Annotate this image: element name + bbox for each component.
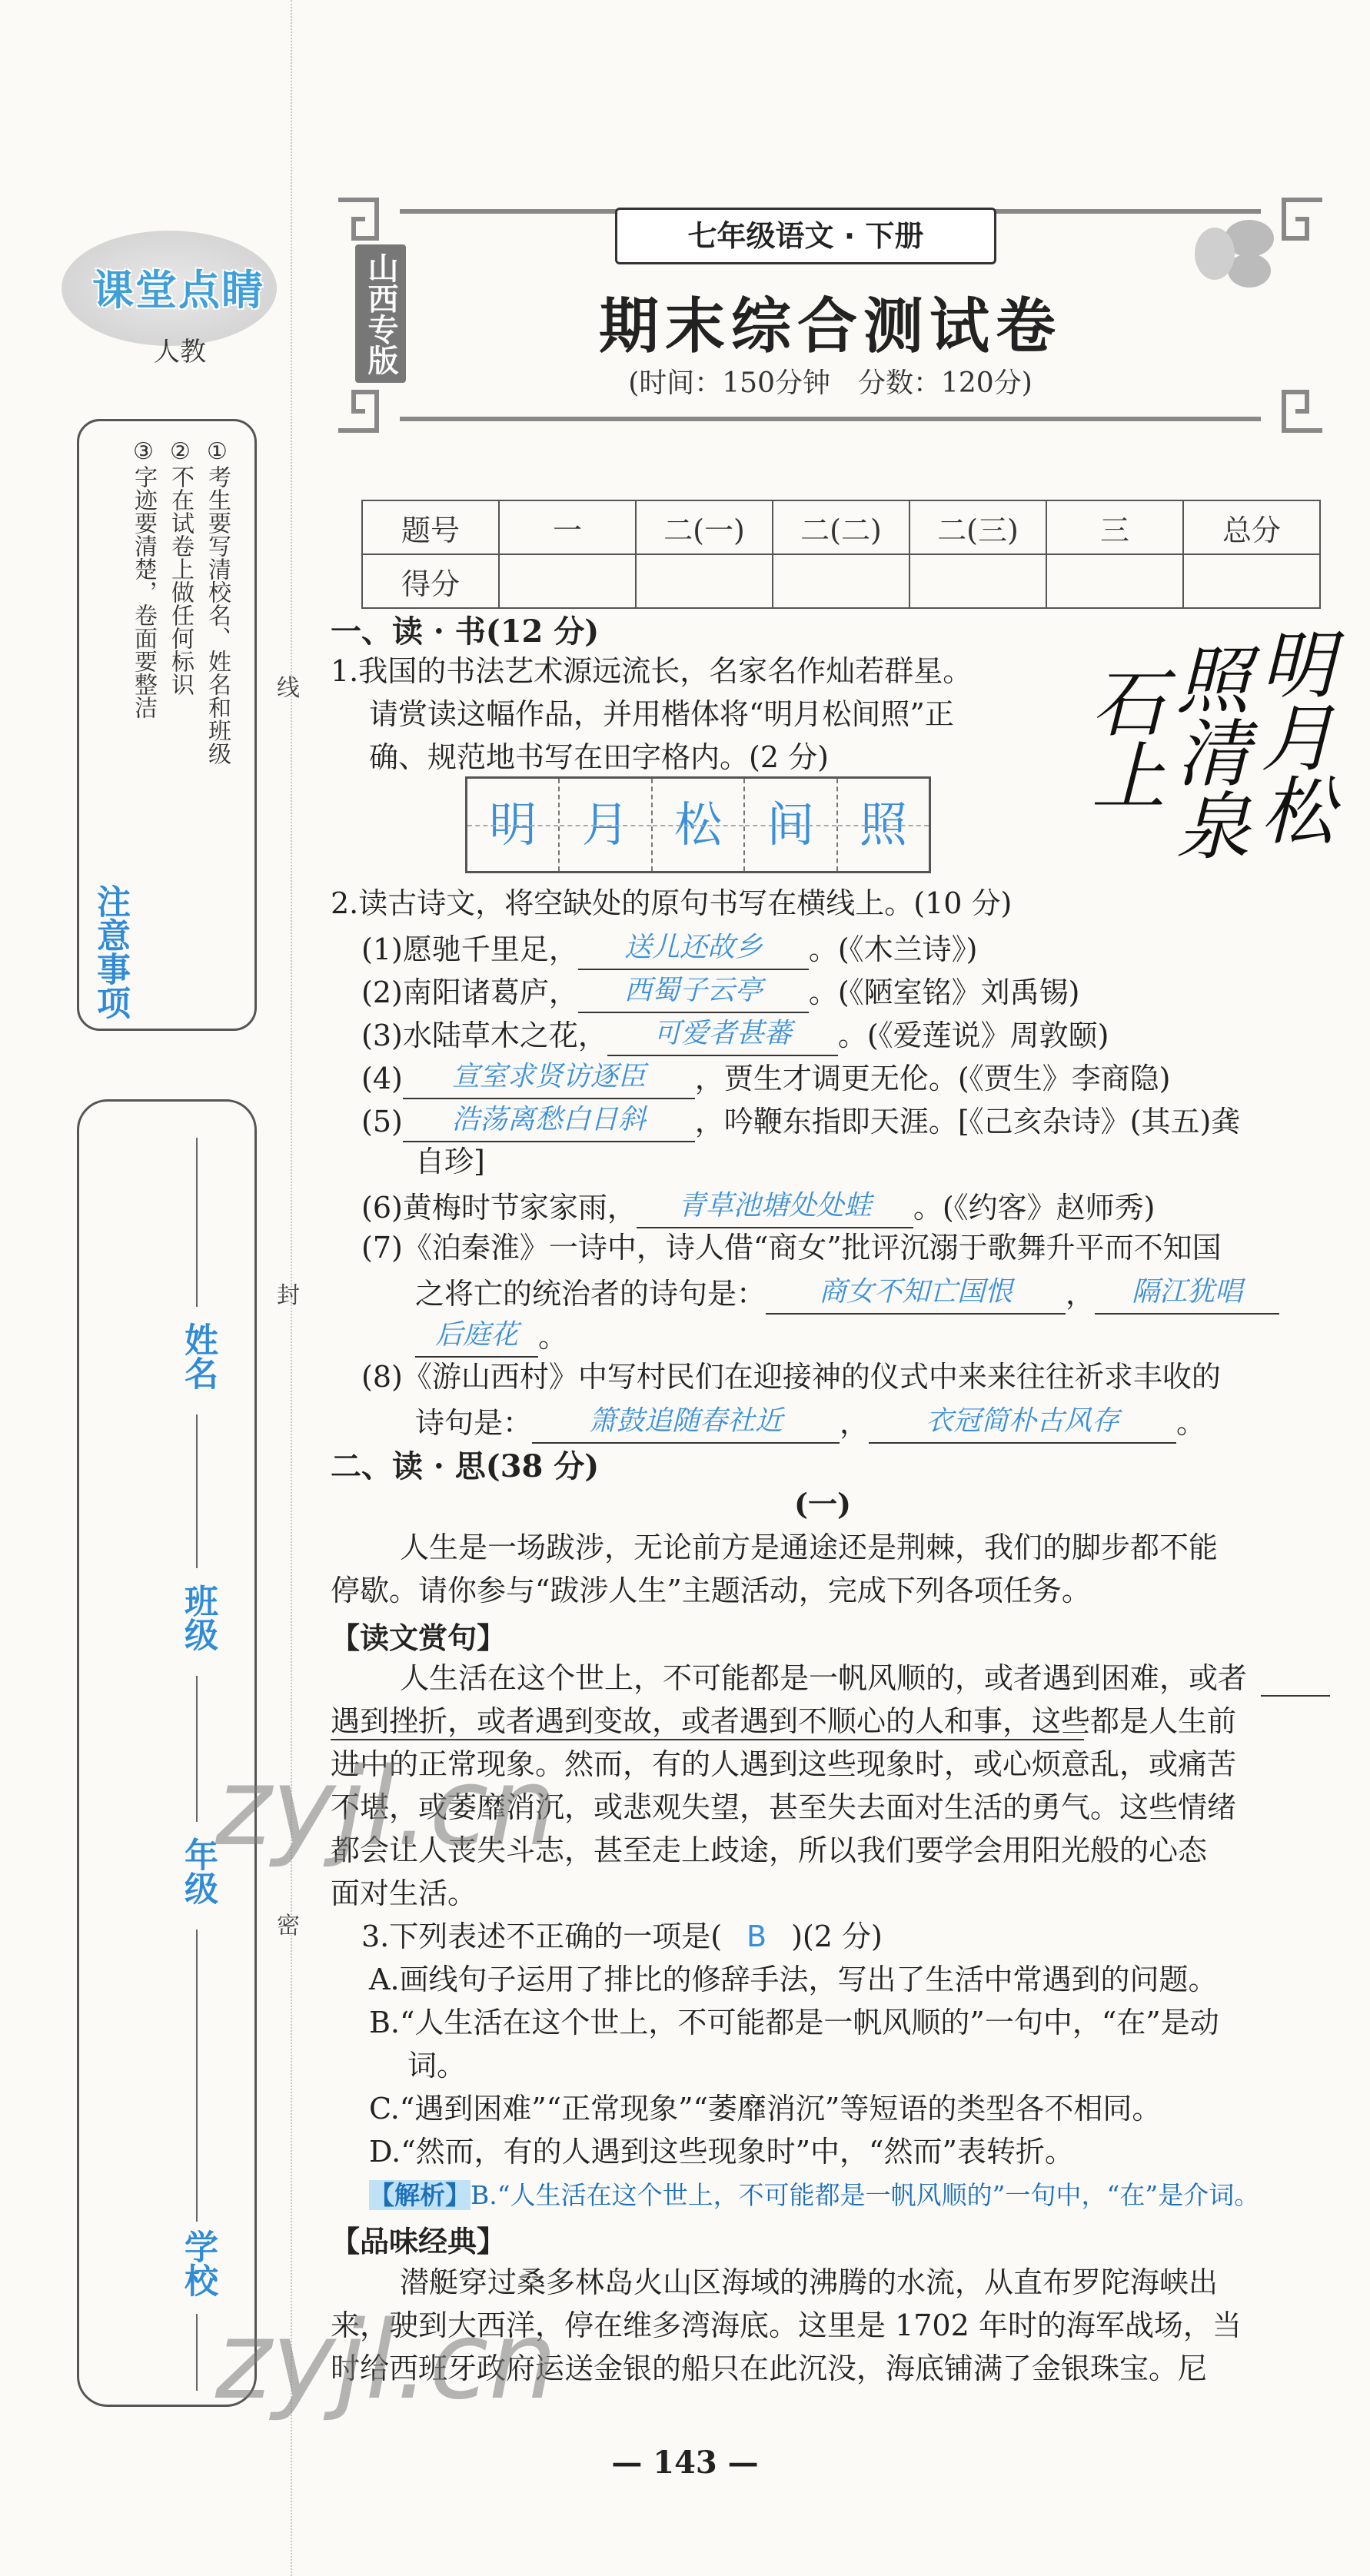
reading-label: 【读文赏句】 bbox=[331, 1620, 507, 1655]
notice-item-3: ③字迹要清楚，卷面要整洁 bbox=[130, 438, 157, 719]
class-label: 班级 bbox=[178, 1584, 218, 1651]
seal-mark-seal: 封 bbox=[277, 1282, 300, 1309]
calligraphy-char: 清 bbox=[1176, 711, 1250, 797]
underline-mark bbox=[331, 1739, 1084, 1740]
q2-item-7-line3: 后庭花 。 bbox=[415, 1313, 567, 1358]
q2-item-6: (6)黄梅时节家家雨， 青草池塘处处蛙 。(《约客》赵师秀) bbox=[361, 1184, 1155, 1228]
score-header-cell: 三 bbox=[1046, 500, 1183, 554]
q2-item-4: (4) 宣室求贤访逐臣 ，贾生才调更无伦。(《贾生》李商隐) bbox=[361, 1055, 1170, 1099]
underline-mark bbox=[1261, 1695, 1330, 1697]
passage-line: 人生活在这个世上，不可能都是一帆风顺的，或者遇到困难，或者 bbox=[400, 1661, 1248, 1695]
watermark: zyjl.cn bbox=[215, 2298, 557, 2424]
classic-line: 潜艇穿过桑多林岛火山区海域的沸腾的水流，从直布罗陀海峡出 bbox=[400, 2265, 1219, 2299]
q1-line3: 确、规范地书写在田字格内。(2 分) bbox=[369, 740, 829, 774]
name-line bbox=[196, 1138, 198, 1307]
exam-meta: (时间：150分钟 分数：120分) bbox=[628, 367, 1032, 399]
q2-item-7-line2: 之将亡的统治者的诗句是： 商女不知亡国恨 ， 隔江犹唱 bbox=[415, 1270, 1279, 1315]
brand-edition: 人教 bbox=[154, 337, 206, 367]
intro-line2: 停歇。请你参与“跋涉人生”主题活动，完成下列各项任务。 bbox=[331, 1574, 1091, 1607]
notice-item-2: ②不在试卷上做任何标识 bbox=[167, 438, 194, 696]
score-header-cell: 题号 bbox=[362, 500, 499, 554]
score-cell bbox=[909, 554, 1046, 608]
classic-label: 【品味经典】 bbox=[331, 2224, 507, 2259]
passage-line: 遇到挫折，或者遇到变故，或者遇到不顺心的人和事，这些都是人生前 bbox=[331, 1704, 1237, 1738]
notice-title: 注意事项 bbox=[91, 884, 130, 1019]
score-cell bbox=[1046, 554, 1183, 608]
q3-answer: B bbox=[747, 1920, 767, 1953]
calligraphy-char: 月 bbox=[1261, 696, 1335, 782]
score-header-cell: 总分 bbox=[1183, 500, 1320, 554]
classic-line: 来，驶到大西洋，停在维多湾海底。这里是 1702 年时的海军战场，当 bbox=[331, 2308, 1242, 2342]
q2-item-3: (3)水陆草木之花， 可爱者甚蕃 。(《爱莲说》周敦颐) bbox=[361, 1012, 1109, 1056]
q2-item-5-cont: 自珍] bbox=[415, 1145, 485, 1178]
q2-answer: 隔江犹唱 bbox=[1132, 1276, 1243, 1308]
tian-grid bbox=[465, 776, 931, 873]
calligraphy-char: 上 bbox=[1092, 734, 1165, 820]
q2-answer: 浩荡离愁白日斜 bbox=[451, 1104, 646, 1135]
part-title: (一) bbox=[794, 1487, 851, 1521]
score-cell bbox=[499, 554, 636, 608]
score-row-label: 得分 bbox=[362, 554, 499, 608]
q1-line2: 请赏读这幅作品，并用楷体将“明月松间照”正 bbox=[369, 697, 954, 731]
section2-heading: 二、读 · 思(38 分) bbox=[331, 1448, 600, 1484]
q3-option-c: C.“遇到困难”“正常现象”“萎靡消沉”等短语的类型各不相同。 bbox=[369, 2092, 1162, 2126]
section1-heading: 一、读 · 书(12 分) bbox=[331, 613, 600, 650]
page-number: — 143 — bbox=[611, 2445, 759, 2481]
watermark: zyjl.cn bbox=[215, 1745, 557, 1870]
score-header-cell: 二(二) bbox=[773, 500, 909, 554]
seal-mark-secret: 密 bbox=[277, 1913, 300, 1939]
class-line bbox=[196, 1676, 198, 1822]
grid-cell: 月 bbox=[560, 779, 652, 871]
school-label: 学校 bbox=[178, 2229, 218, 2297]
name-label: 姓名 bbox=[178, 1322, 218, 1390]
score-header-cell: 二(一) bbox=[636, 500, 773, 554]
intro-line1: 人生是一场跋涉，无论前方是通途还是荆棘，我们的脚步都不能 bbox=[400, 1531, 1219, 1564]
q2-item-5: (5) 浩荡离愁白日斜 ，吟鞭东指即天涯。[《己亥杂诗》(其五)龚 bbox=[361, 1098, 1240, 1142]
calligraphy-char: 明 bbox=[1261, 623, 1335, 709]
q2-answer: 商女不知亡国恨 bbox=[819, 1276, 1013, 1308]
grade-line bbox=[196, 1930, 198, 2222]
grid-cell: 松 bbox=[653, 779, 745, 871]
q2-answer: 送儿还故乡 bbox=[623, 932, 763, 963]
grid-cell: 照 bbox=[838, 779, 929, 871]
q3-option-b: B.“人生活在这个世上，不可能都是一帆风顺的”一句中，“在”是动 bbox=[369, 2006, 1219, 2039]
analysis-label: 【解析】 bbox=[369, 2180, 471, 2210]
q3-option-d: D.“然而，有的人遇到这些现象时”中，“然而”表转折。 bbox=[369, 2135, 1074, 2169]
score-table-header-row bbox=[362, 500, 1320, 554]
calligraphy-char: 照 bbox=[1176, 638, 1250, 724]
passage-line: 面对生活。 bbox=[331, 1876, 477, 1910]
school-line bbox=[196, 2314, 198, 2391]
exam-title: 期末综合测试卷 bbox=[598, 291, 1062, 361]
passage-line: 进中的正常现象。然而，有的人遇到这些现象时，或心烦意乱，或痛苦 bbox=[331, 1747, 1237, 1781]
q3-stem: 3.下列表述不正确的一项是( B )(2 分) bbox=[361, 1916, 883, 1957]
q2-answer: 西蜀子云亭 bbox=[623, 975, 763, 1006]
score-cell bbox=[1183, 554, 1320, 608]
region-tag: 山西专版 bbox=[355, 244, 406, 383]
score-table bbox=[361, 500, 1321, 609]
q2-answer: 箫鼓追随春社近 bbox=[589, 1405, 783, 1437]
grade-label: 年级 bbox=[178, 1837, 218, 1905]
calligraphy-artwork bbox=[1084, 607, 1338, 870]
analysis-text: B.“人生活在这个世上，不可能都是一帆风顺的”一句中，“在”是介词。 bbox=[471, 2180, 1260, 2210]
q1-line1: 1.我国的书法艺术源远流长，名家名作灿若群星。 bbox=[331, 654, 973, 688]
grid-cell: 间 bbox=[745, 779, 837, 871]
q2-answer: 宣室求贤访逐臣 bbox=[451, 1061, 646, 1092]
passage-line: 不堪，或萎靡消沉，或悲观失望，甚至失去面对生活的勇气。这些情绪 bbox=[331, 1790, 1237, 1824]
calligraphy-char: 石 bbox=[1092, 661, 1165, 747]
q2-answer: 衣冠简朴古风存 bbox=[926, 1405, 1120, 1437]
score-cell bbox=[636, 554, 773, 608]
analysis bbox=[369, 2175, 1259, 2212]
q2-answer: 青草池塘处处蛙 bbox=[677, 1190, 872, 1222]
q2-answer: 后庭花 bbox=[434, 1319, 518, 1351]
q2-item-8-line2: 诗句是： 箫鼓追随春社近 ， 衣冠简朴古风存 。 bbox=[415, 1399, 1205, 1444]
notice-item-1: ①考生要写清校名、姓名和班级 bbox=[204, 438, 231, 765]
q2-answer: 可爱者甚蕃 bbox=[653, 1018, 792, 1049]
q2-item-2: (2)南阳诸葛庐， 西蜀子云亭 。(《陋室铭》刘禹锡) bbox=[361, 969, 1079, 1013]
q2-item-8-line1: (8)《游山西村》中写村民们在迎接神的仪式中来来往往祈求丰收的 bbox=[361, 1360, 1221, 1394]
seal-mark-line: 线 bbox=[277, 675, 300, 702]
calligraphy-char: 松 bbox=[1261, 769, 1335, 855]
grid-cell: 明 bbox=[467, 779, 560, 871]
score-table-score-row bbox=[362, 554, 1320, 608]
calligraphy-char: 泉 bbox=[1176, 784, 1250, 870]
score-header-cell: 二(三) bbox=[909, 500, 1046, 554]
butterfly-icon bbox=[1195, 220, 1274, 288]
q2-item-1: (1)愿驰千里足， 送儿还故乡 。(《木兰诗》) bbox=[361, 926, 977, 970]
q2-item-7-line1: (7)《泊秦淮》一诗中，诗人借“商女”批评沉溺于歌舞升平而不知国 bbox=[361, 1231, 1222, 1265]
grade-book-label: 七年级语文 · 下册 bbox=[615, 208, 996, 264]
q2-intro: 2.读古诗文，将空缺处的原句书写在横线上。(10 分) bbox=[331, 886, 1013, 920]
classic-line: 时给西班牙政府运送金银的船只在此沉没，海底铺满了金银珠宝。尼 bbox=[331, 2352, 1208, 2385]
score-header-cell: 一 bbox=[499, 500, 636, 554]
brand-name: 课堂点睛 bbox=[92, 266, 264, 314]
q3-option-b-cont: 词。 bbox=[407, 2049, 467, 2082]
score-cell bbox=[773, 554, 909, 608]
q3-option-a: A.画线句子运用了排比的修辞手法，写出了生活中常遇到的问题。 bbox=[369, 1963, 1218, 1996]
passage-line: 都会让人丧失斗志，甚至走上歧途，所以我们要学会用阳光般的心态 bbox=[331, 1833, 1208, 1867]
